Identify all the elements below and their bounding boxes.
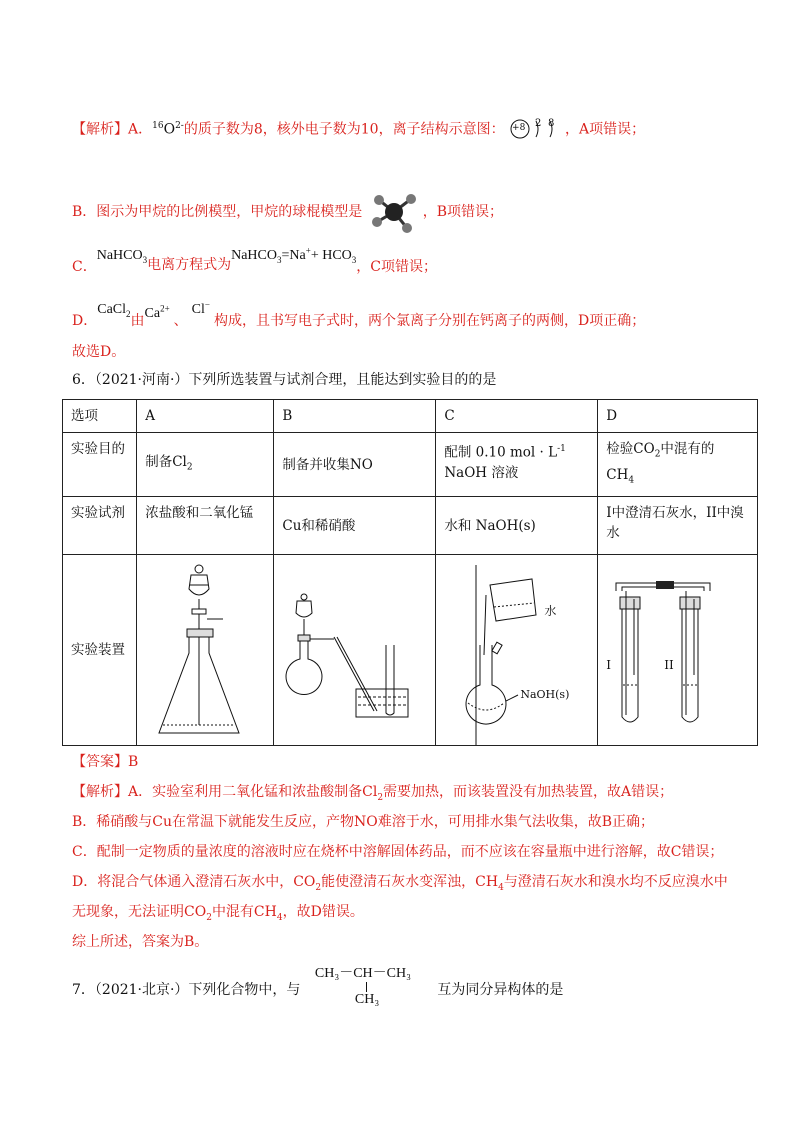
table-row-purpose: 实验目的 制备$Cl_2$ 制备并收集NO 配制 0.10 mol · $L^{-1}$ NaOH 溶液 检验$CO_2$中混有的 $CH_4$ xyxy=(63,433,758,497)
nucleus-label: +8 xyxy=(512,122,526,133)
shell1-label: 2 xyxy=(535,117,542,129)
q6-analysis-d2: 无现象，无法证明$CO_2$中混有$CH_4$，故D错误。 xyxy=(72,904,364,923)
naoh-label: NaOH(s) xyxy=(520,688,570,702)
q6-summary: 综上所述，答案为B。 xyxy=(72,934,209,950)
table-row-apparatus: 实验装置 水 NaOH(s) I II xyxy=(63,555,758,746)
apparatus-c-image xyxy=(436,555,597,745)
q6-analysis-a: 【解析】A．实验室利用二氧化锰和浓盐酸制备$Cl_2$需要加热，而该装置没有加热装置，故A错误； xyxy=(72,784,674,803)
analysis-c-line: C．NaHCO$_3$电离方程式为NaHCO$_3$=Na++ $HCO_3$，C项错误； xyxy=(72,245,437,275)
tube-ii-label: II xyxy=(664,658,674,673)
q6-analysis-d1: D．将混合气体通入澄清石灰水中，$CO_2$能使澄清石灰水变浑浊，$CH_4$与澄清石灰水和溴水均不反应溴水中 xyxy=(72,874,728,893)
analysis-tag: 【解析】 xyxy=(72,121,128,138)
analysis-a-line: 【解析】A．$^{16}O^{2-}$的质子数为8，核外电子数为10，离子结构示意图： +8 2 8 ，A项错误； xyxy=(72,116,645,142)
q6-stem: 6．（2021·河南·）下列所选装置与试剂合理，且能达到实验目的的是 xyxy=(72,372,497,388)
q6-options-table xyxy=(62,399,758,746)
ball-stick-model-image xyxy=(367,190,423,234)
answer-value: B xyxy=(128,754,139,770)
table-row-header: 选项 A B C D xyxy=(63,400,758,433)
analysis-d-line: D．CaCl$_2$由$Ca^{2+}$、Cl−构成，且书写电子式时，两个氯离子分别在钙离子的两侧，D项正确； xyxy=(72,299,646,329)
structural-formula: CH₃－CH－CH₃ CH₃ xyxy=(314,966,411,1007)
water-label: 水 xyxy=(544,604,557,619)
shell2-label: 8 xyxy=(548,117,555,129)
q6-analysis-b: B．稀硝酸与Cu在常温下就能发生反应，产物NO难溶于水，可用排水集气法收集，故B正确； xyxy=(72,814,655,830)
apparatus-d-image xyxy=(598,555,757,745)
q6-analysis-c: C．配制一定物质的量浓度的溶液时应在烧杯中溶解固体药品，而不应该在容量瓶中进行溶解，故C错误； xyxy=(72,844,724,860)
tube-i-label: I xyxy=(606,658,612,673)
table-row-reagent: 实验试剂 浓盐酸和二氧化锰 Cu和稀硝酸 水和 NaOH(s) I中澄清石灰水，II中溴水 xyxy=(63,497,758,555)
q6-answer-line xyxy=(72,752,138,772)
answer-tag: 【答案】 xyxy=(72,754,128,770)
ion-structure-diagram xyxy=(509,118,565,142)
analysis-b-line: B．图示为甲烷的比例模型，甲烷的球棍模型是 ，B项错误； xyxy=(72,190,503,234)
apparatus-a-image xyxy=(137,555,273,745)
q7-stem: 7．（2021·北京·）下列化合物中，与 CH₃－CH－CH₃ CH₃ 互为同分异构体的是 xyxy=(72,966,564,1007)
apparatus-b-image xyxy=(274,555,435,745)
conclusion: 故选D。 xyxy=(72,344,126,360)
